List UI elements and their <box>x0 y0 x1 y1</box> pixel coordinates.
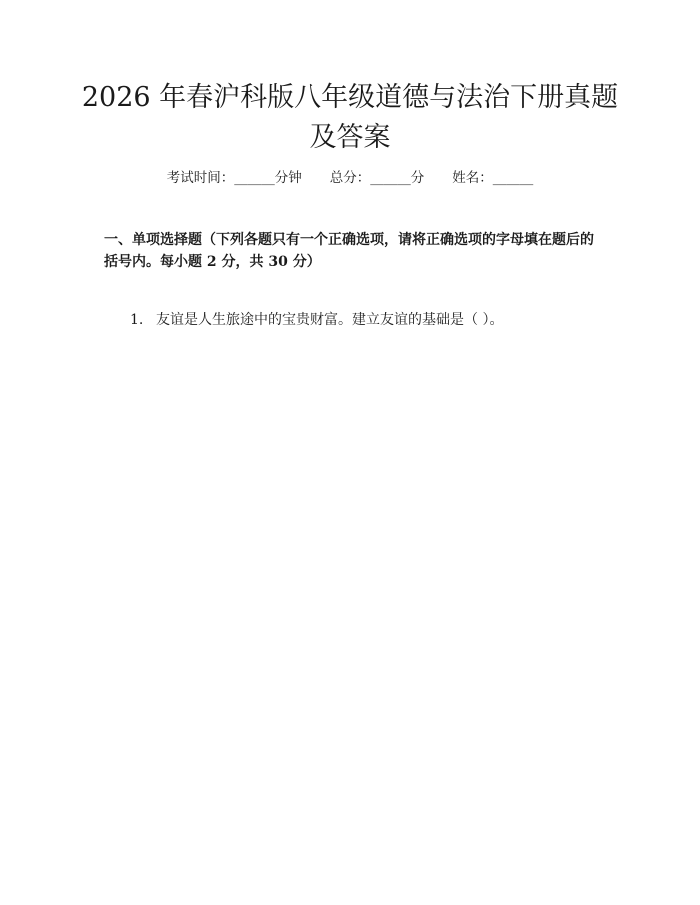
page-title <box>80 78 620 158</box>
question-1 <box>104 308 604 332</box>
exam-info-line <box>0 168 700 188</box>
title-line-1: 2026 年春沪科版八年级道德与法治下册真题 <box>81 82 619 113</box>
exam-time-field: 考试时间：______分钟 <box>166 170 302 186</box>
section-heading-single-choice: 一、单项选择题（下列各题只有一个正确选项，请将正确选项的字母填在题后的括号内。每小题 2 分，共 30 分） <box>104 232 594 270</box>
total-score-field: 总分：______分 <box>329 170 425 186</box>
student-name-field: 姓名：______ <box>452 170 534 186</box>
question-text: 友谊是人生旅途中的宝贵财富。建立友谊的基础是（ ）。 <box>156 312 504 328</box>
title-line-2: 及答案 <box>309 122 391 153</box>
question-number: 1. <box>130 312 144 328</box>
